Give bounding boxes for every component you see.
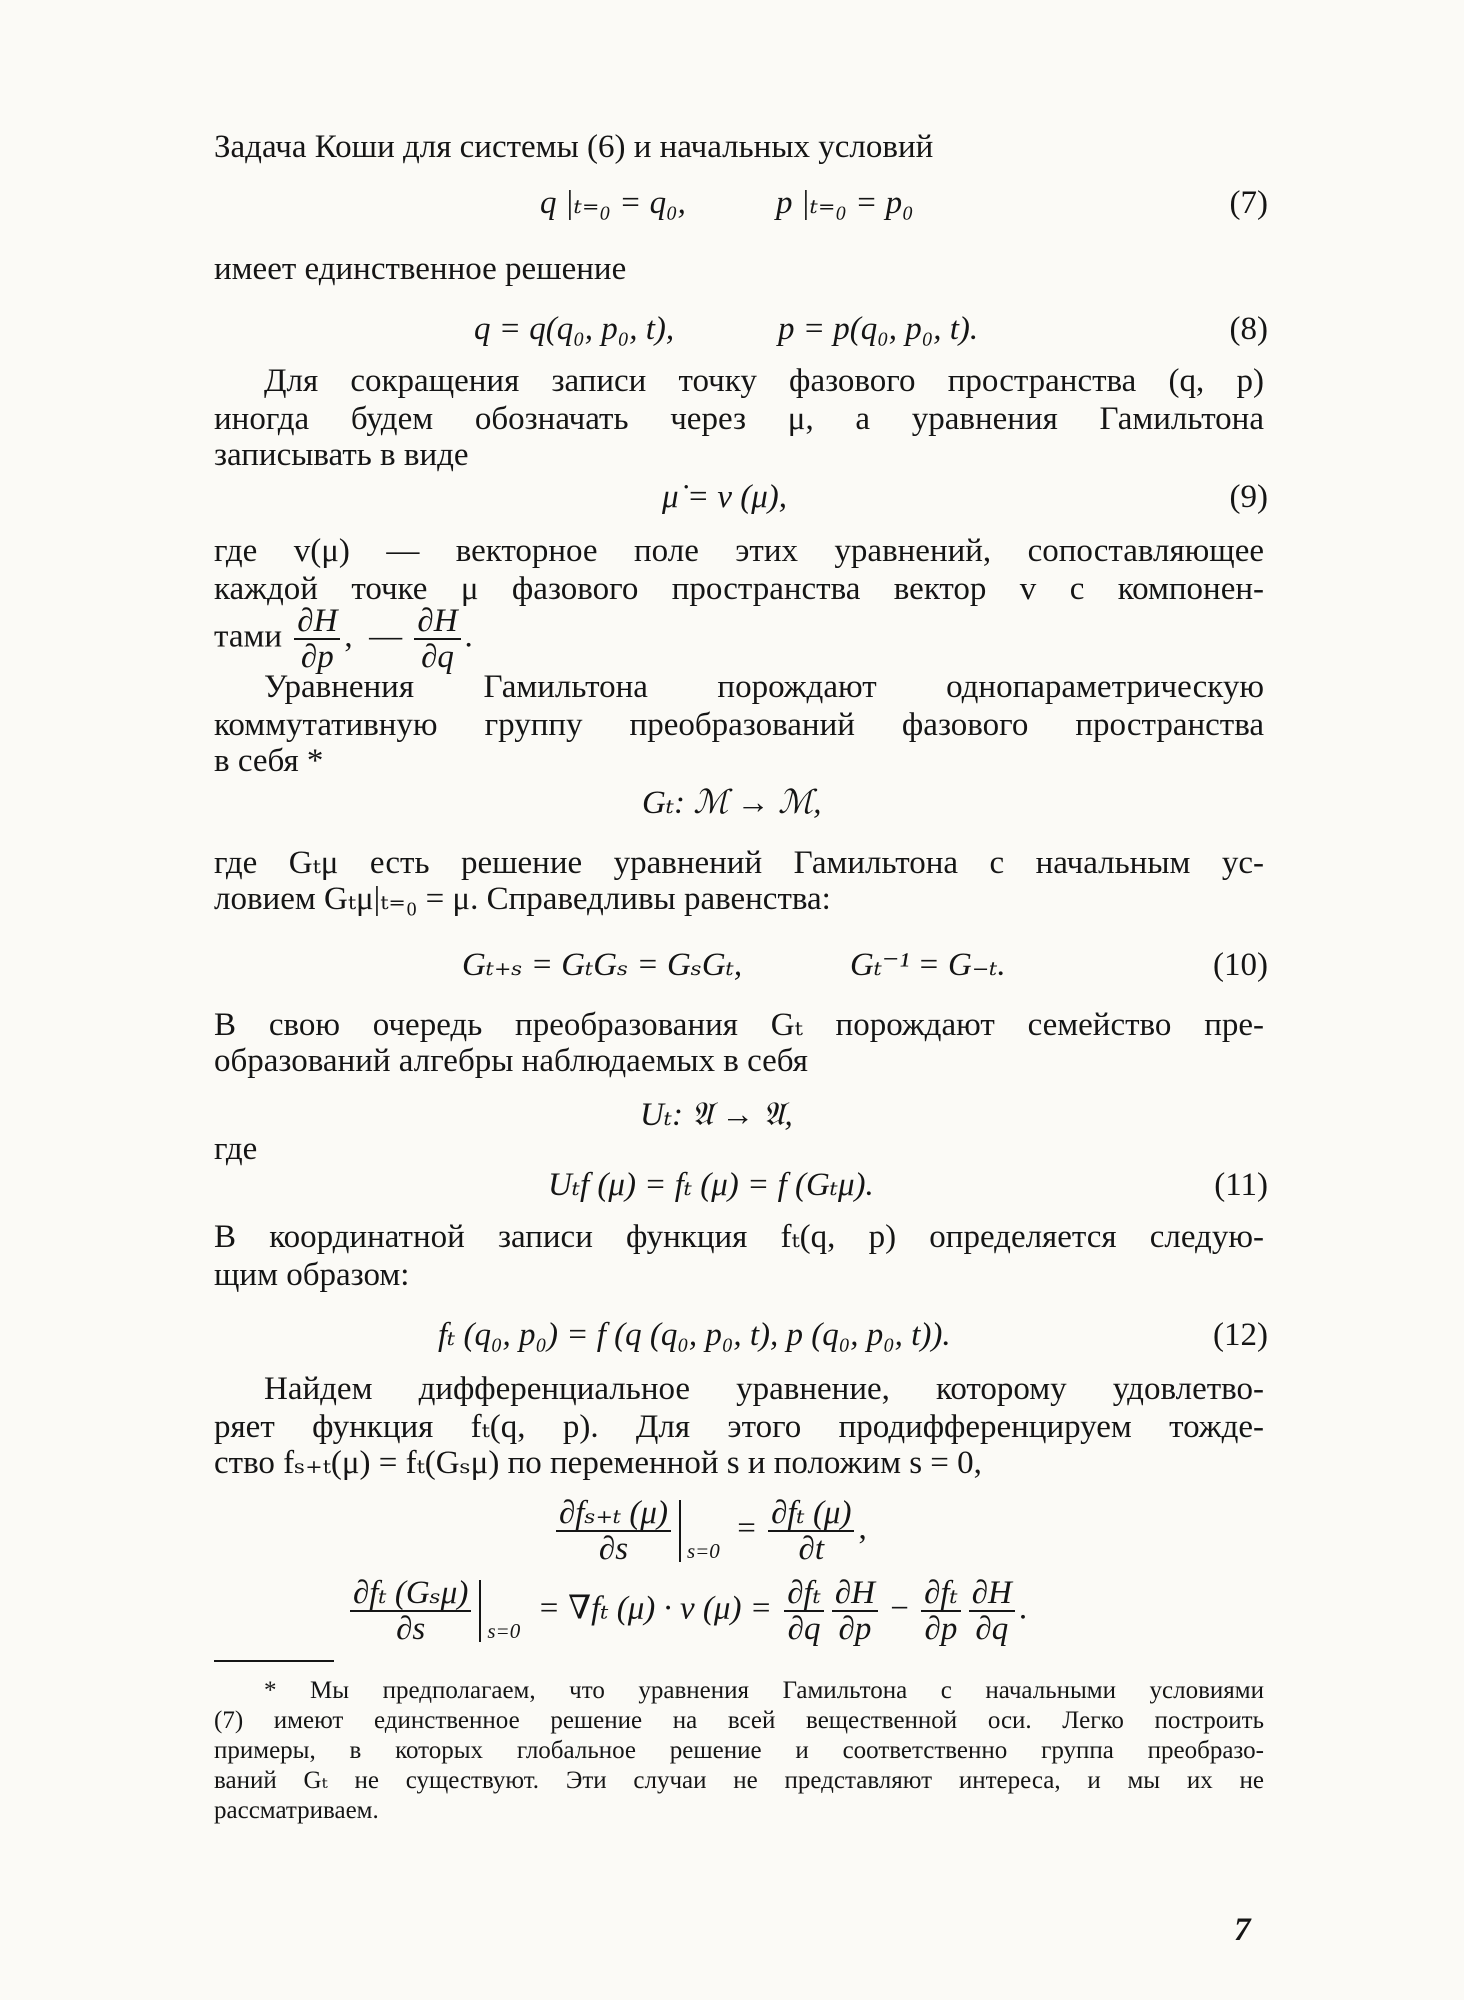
eval-subscript: s=0 — [686, 1539, 720, 1563]
text-line: где v(μ) — векторное поле этих уравнений, сопоставляющее — [214, 533, 1264, 569]
fraction — [969, 1576, 1015, 1646]
fraction — [921, 1576, 961, 1646]
eq11-body: Uₜf (μ) = fₜ (μ) = f (Gₜμ). — [548, 1167, 874, 1203]
footnote-line: (7) имеют единственное решение на всей вещественной оси. Легко построить — [214, 1707, 1264, 1734]
eq12-number: (12) — [1213, 1317, 1268, 1353]
group-map-eq: Gₜ: ℳ → ℳ, — [642, 785, 822, 821]
text-line: образований алгебры наблюдаемых в себя — [214, 1043, 808, 1079]
eval-subscript: s=0 — [487, 1619, 521, 1643]
denominator: ∂s — [598, 1531, 629, 1567]
denominator: ∂q — [975, 1611, 1009, 1647]
footnote-line: * Мы предполагаем, что уравнения Гамильтона с начальными условиями — [264, 1677, 1264, 1704]
footnote-line: ваний Gₜ не существуют. Эти случаи не представляют интереса, и мы их не — [214, 1767, 1264, 1794]
eq10-number: (10) — [1213, 947, 1268, 983]
tami-word: тами — [214, 618, 283, 655]
text-line: записывать в виде — [214, 437, 469, 473]
numerator: ∂H — [969, 1576, 1015, 1612]
text-line: где — [214, 1131, 258, 1167]
evaluation-bar — [479, 1580, 529, 1642]
numerator: ∂fₜ — [784, 1576, 824, 1612]
algebra-map-eq: Uₜ: 𝔄 → 𝔄, — [640, 1097, 793, 1133]
eq9-body: μ̇ = v (μ), — [662, 479, 788, 515]
fraction — [350, 1576, 471, 1646]
fraction-dH-dq — [414, 604, 460, 674]
denominator: ∂q — [787, 1611, 821, 1647]
eq10-lhs: Gₜ₊ₛ = GₜGₛ = GₛGₜ, — [462, 947, 743, 983]
text-line: коммутативную группу преобразований фазового пространства — [214, 707, 1264, 743]
text-line: ловием Gₜμ|ₜ₌₀ = μ. Справедливы равенства: — [214, 881, 831, 917]
numerator: ∂H — [294, 604, 340, 640]
middle-term: = ∇fₜ (μ) · v (μ) = — [537, 1590, 772, 1627]
text-line: В координатной записи функция fₜ(q, p) определяется следую- — [214, 1219, 1264, 1255]
eq8-lhs: q = q(q₀, p₀, t), — [474, 311, 675, 347]
text-line: ряет функция fₜ(q, p). Для этого продифференцируем тожде- — [214, 1409, 1264, 1445]
fraction — [768, 1496, 854, 1566]
text-line: ство fₛ₊ₜ(μ) = fₜ(Gₛμ) по переменной s и положим s = 0, — [214, 1445, 982, 1481]
numerator: ∂H — [414, 604, 460, 640]
eq9-number: (9) — [1229, 479, 1268, 515]
text-line: Найдем дифференциальное уравнение, которому удовлетво- — [264, 1371, 1264, 1407]
denominator: ∂q — [421, 639, 454, 675]
text-line: тами $\frac{\partial H}{\partial p}$ , — $\frac{\partial H}{\partial q}$ . — [214, 603, 473, 675]
eq11-number: (11) — [1214, 1167, 1268, 1203]
text-line: каждой точке μ фазового пространства вектор v с компонен- — [214, 571, 1264, 607]
text-line: В свою очередь преобразования Gₜ порождают семейство пре- — [214, 1007, 1264, 1043]
eq7-lhs: q |ₜ₌₀ = q₀, — [540, 185, 686, 221]
eq10-rhs: Gₜ⁻¹ = G₋ₜ. — [850, 947, 1006, 983]
denominator: ∂p — [924, 1611, 958, 1647]
denominator: ∂p — [300, 639, 334, 675]
footnote-line: примеры, в которых глобальное решение и соответственно группа преобразо- — [214, 1737, 1264, 1764]
text-line: где Gₜμ есть решение уравнений Гамильтона с начальным ус- — [214, 845, 1264, 881]
text-line: Уравнения Гамильтона порождают однопараметрическую — [264, 669, 1264, 705]
derivative-eq-2: $\frac{\text{∂fₜ (Gₛμ)}}{\partial s}$ s=0 = ∇fₜ (μ) · v (μ) = $\frac{\text{∂fₜ}}{\partial q}$ $\frac{\partial H}{\partial p}$ − $\frac{\text{∂fₜ}}{\partial p}$ $\frac{\partial H}{\partial q}$ . — [346, 1576, 1027, 1646]
text-line: иногда будем обозначать через μ, а уравнения Гамильтона — [214, 401, 1264, 437]
numerator: ∂fₜ (Gₛμ) — [350, 1576, 471, 1612]
footnote-line: рассматриваем. — [214, 1797, 379, 1824]
denominator: ∂t — [798, 1531, 825, 1567]
eq8-number: (8) — [1229, 311, 1268, 347]
page-number: 7 — [1234, 1912, 1251, 1948]
denominator: ∂s — [396, 1611, 426, 1647]
eq7-number: (7) — [1229, 185, 1268, 221]
text-line: щим образом: — [214, 1257, 410, 1293]
footnote-rule — [214, 1660, 334, 1662]
fraction-dH-dp — [294, 604, 340, 674]
denominator: ∂p — [838, 1611, 872, 1647]
numerator: ∂fₛ₊ₜ (μ) — [556, 1496, 671, 1532]
eq8-rhs: p = p(q₀, p₀, t). — [778, 311, 979, 347]
numerator: ∂fₜ — [921, 1576, 961, 1612]
fraction — [556, 1496, 671, 1566]
fraction — [832, 1576, 878, 1646]
eq7-rhs: p |ₜ₌₀ = p₀ — [776, 185, 914, 221]
evaluation-bar — [679, 1500, 729, 1562]
fraction — [784, 1576, 824, 1646]
text-line: Задача Коши для системы (6) и начальных условий — [214, 129, 934, 165]
text-line: имеет единственное решение — [214, 251, 627, 287]
numerator: ∂H — [832, 1576, 878, 1612]
numerator: ∂fₜ (μ) — [768, 1496, 854, 1532]
text-line: Для сокращения записи точку фазового пространства (q, p) — [264, 363, 1264, 399]
derivative-eq-1: $\frac{\text{∂fₛ₊ₜ (μ)}}{\partial s}$ s=0 = $\frac{\text{∂fₜ (μ)}}{\partial t}$ , — [552, 1496, 867, 1566]
text-line: в себя * — [214, 743, 324, 779]
eq12-body: fₜ (q₀, p₀) = f (q (q₀, p₀, t), p (q₀, p₀, t)). — [438, 1317, 951, 1353]
